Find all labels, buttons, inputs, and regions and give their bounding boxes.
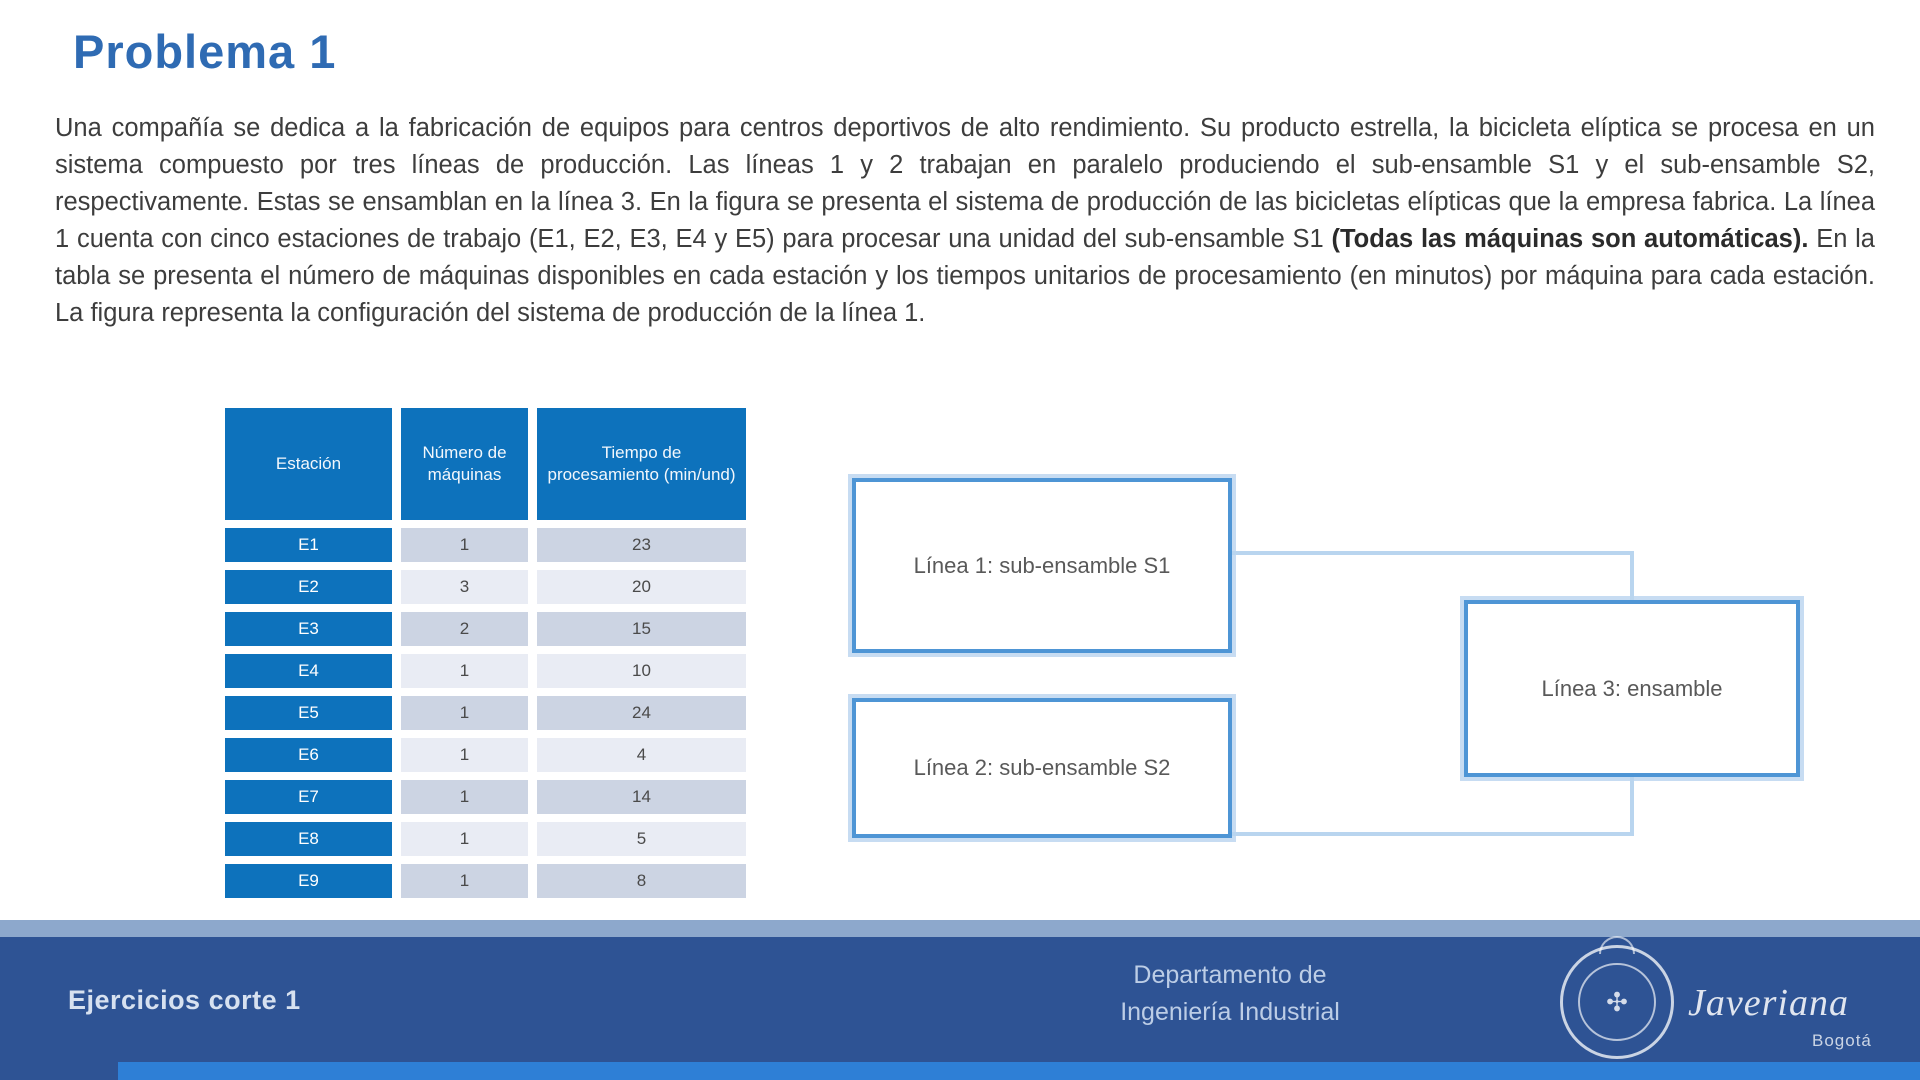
stations-table bbox=[225, 408, 746, 906]
table-row bbox=[225, 570, 746, 604]
machines-cell: 3 bbox=[401, 570, 528, 604]
table-row bbox=[225, 738, 746, 772]
department-line2: Ingeniería Industrial bbox=[1120, 998, 1340, 1026]
table-row bbox=[225, 864, 746, 898]
table-header-row bbox=[225, 408, 746, 520]
footer-course-label: Ejercicios corte 1 bbox=[68, 985, 301, 1015]
header-numero-maquinas: Número de máquinas bbox=[401, 408, 528, 520]
time-cell: 20 bbox=[537, 570, 746, 604]
machines-cell: 1 bbox=[401, 864, 528, 898]
machines-cell: 1 bbox=[401, 822, 528, 856]
diagram-box-linea2 bbox=[852, 698, 1232, 838]
department-line1: Departamento de bbox=[1133, 961, 1327, 989]
time-cell: 10 bbox=[537, 654, 746, 688]
header-estacion: Estación bbox=[225, 408, 392, 520]
university-seal-icon bbox=[1560, 945, 1674, 1059]
time-cell: 8 bbox=[537, 864, 746, 898]
station-cell: E8 bbox=[225, 822, 392, 856]
diagram-box-linea1 bbox=[852, 478, 1232, 653]
page-title: Problema 1 bbox=[73, 25, 337, 78]
table-row bbox=[225, 612, 746, 646]
machines-cell: 1 bbox=[401, 780, 528, 814]
table-row bbox=[225, 654, 746, 688]
station-cell: E6 bbox=[225, 738, 392, 772]
university-city: Bogotá bbox=[1812, 1031, 1872, 1050]
machines-cell: 1 bbox=[401, 654, 528, 688]
problem-statement bbox=[55, 110, 1875, 332]
time-cell: 14 bbox=[537, 780, 746, 814]
station-cell: E4 bbox=[225, 654, 392, 688]
connector-linea1-horizontal bbox=[1232, 551, 1634, 555]
machines-cell: 1 bbox=[401, 696, 528, 730]
time-cell: 15 bbox=[537, 612, 746, 646]
table-row bbox=[225, 780, 746, 814]
university-name: Javeriana bbox=[1688, 982, 1849, 1024]
linea2-label: Línea 2: sub-ensamble S2 bbox=[913, 755, 1171, 780]
footer-department bbox=[1080, 957, 1380, 1031]
time-cell: 4 bbox=[537, 738, 746, 772]
machines-cell: 1 bbox=[401, 528, 528, 562]
station-cell: E1 bbox=[225, 528, 392, 562]
footer-top-strip bbox=[0, 920, 1920, 937]
footer-band bbox=[0, 937, 1920, 1080]
diagram-box-linea3 bbox=[1464, 600, 1800, 777]
connector-linea2-vertical bbox=[1630, 777, 1634, 836]
linea1-label: Línea 1: sub-ensamble S1 bbox=[913, 552, 1171, 578]
header-tiempo-procesamiento: Tiempo de procesamiento (min/und) bbox=[537, 408, 746, 520]
station-cell: E3 bbox=[225, 612, 392, 646]
time-cell: 23 bbox=[537, 528, 746, 562]
connector-linea1-vertical bbox=[1630, 551, 1634, 600]
statement-part2: En la tabla se presenta el número de máquinas disponibles en cada estación y los tiempos unitarios de procesamiento (en minutos) por máquina para cada estación. La figura representa la configuración del sistema de producción de la línea 1. bbox=[55, 225, 1875, 327]
statement-bold: (Todas las máquinas son automáticas). bbox=[1331, 225, 1809, 253]
table-row bbox=[225, 696, 746, 730]
station-cell: E5 bbox=[225, 696, 392, 730]
linea3-label: Línea 3: ensamble bbox=[1541, 675, 1723, 701]
machines-cell: 1 bbox=[401, 738, 528, 772]
time-cell: 5 bbox=[537, 822, 746, 856]
station-cell: E9 bbox=[225, 864, 392, 898]
bottom-accent-bar bbox=[118, 1062, 1920, 1080]
station-cell: E7 bbox=[225, 780, 392, 814]
statement-part1: Una compañía se dedica a la fabricación de equipos para centros deportivos de alto rendimiento. Su producto estrella, la bicicleta elíptica se procesa en un sistema compuesto por tres líneas de producción. Las líneas 1 y 2 trabajan en paralelo produciendo el sub-ensamble S1 y el sub-ensamble S2, respectivamente. Estas se ensamblan en la línea 3. En la figura se presenta el sistema de producción de las bicicletas elípticas que la empresa fabrica. La línea 1 cuenta con cinco estaciones de trabajo (E1, E2, E3, E4 y E5) para procesar una unidad del sub-ensamble S1 bbox=[55, 114, 1875, 253]
connector-linea2-horizontal bbox=[1232, 832, 1634, 836]
machines-cell: 2 bbox=[401, 612, 528, 646]
table-row bbox=[225, 528, 746, 562]
station-cell: E2 bbox=[225, 570, 392, 604]
time-cell: 24 bbox=[537, 696, 746, 730]
university-logo bbox=[1560, 945, 1900, 1065]
seal-emblem-icon: ✣ bbox=[1578, 963, 1656, 1041]
table-body bbox=[225, 528, 746, 898]
table-row bbox=[225, 822, 746, 856]
